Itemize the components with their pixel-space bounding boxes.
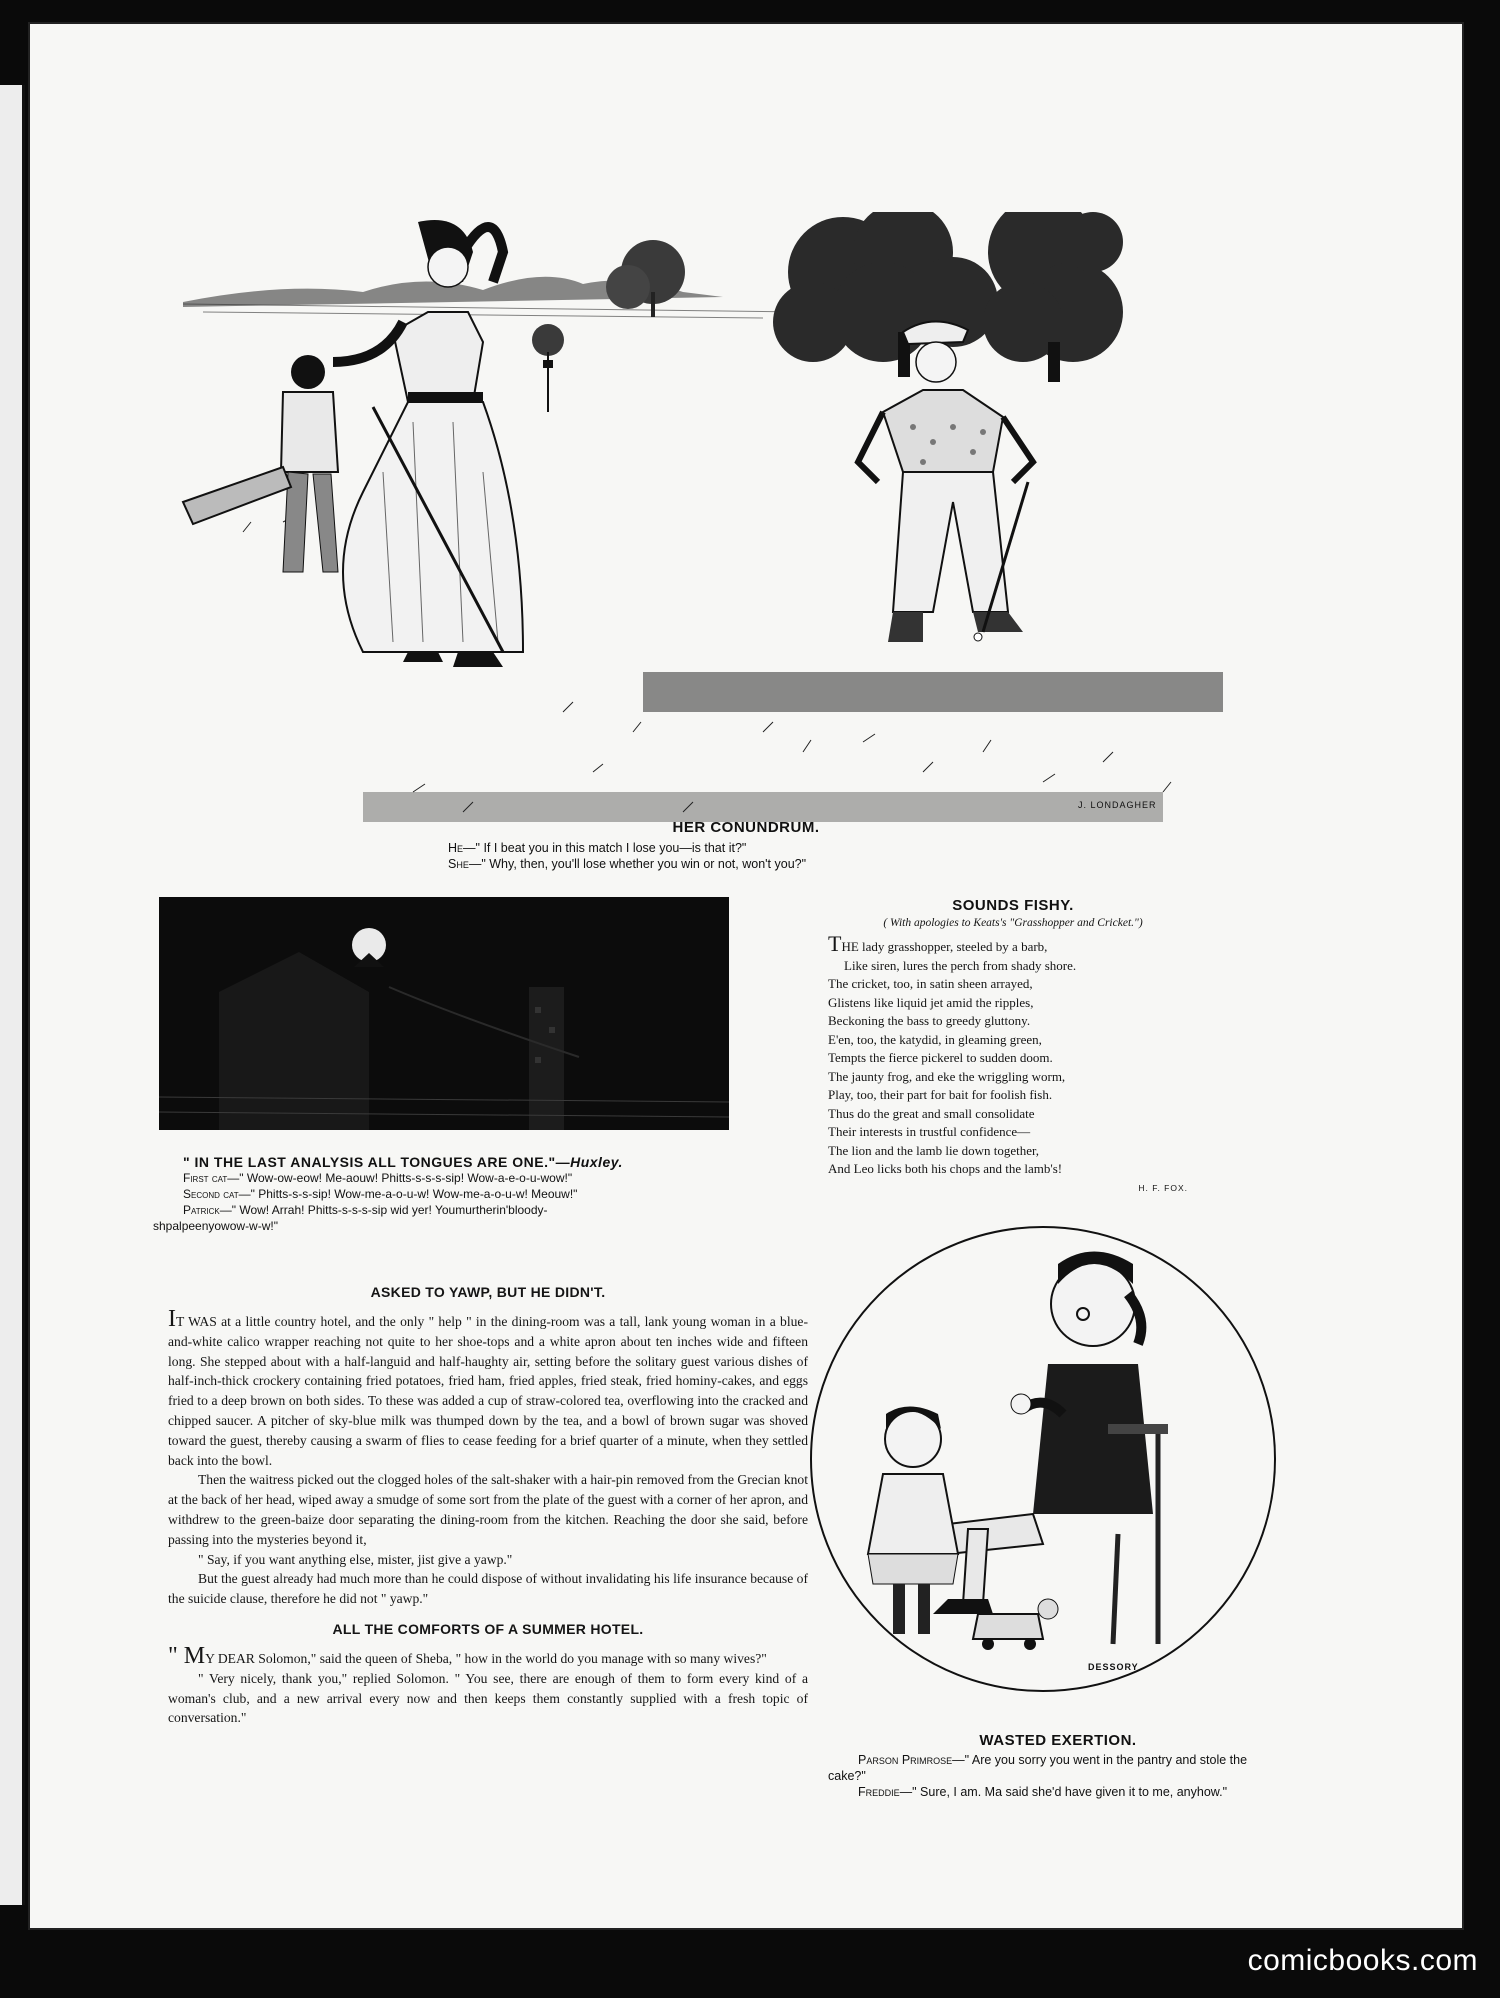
wasted-line-1 [828,1752,1288,1784]
left-page-edge [0,85,25,1905]
poem-sounds-fishy [828,897,1218,1193]
wasted-caption [828,1732,1288,1800]
analysis-caption [153,1154,773,1234]
poem-line [828,931,1218,957]
analysis-title [183,1154,773,1170]
speaker-parson-primrose: Parson Primrose [858,1753,953,1767]
magazine-page [28,22,1464,1930]
poem-line: Beckoning the bass to greedy gluttony. [828,1013,1031,1028]
analysis-line-2-text: —" Phitts-s-s-sip! Wow-me-a-o-u-w! Wow-me-a-o-u-w! Meouw!" [238,1187,578,1201]
comforts-paragraph-1-text: Y DEAR Solomon," said the queen of Sheba, " how in the world do you manage with so many wives?" [205,1650,767,1666]
poem-line: And Leo licks both his chops and the lamb's! [828,1161,1063,1176]
conundrum-caption [448,840,1048,872]
poem-line: Like siren, lures the perch from shady shore. [844,957,1077,973]
analysis-attribution: Huxley. [570,1154,623,1170]
analysis-line-3-text: —" Wow! Arrah! Phitts-s-s-s-sip wid yer! Youmurtherin'bloody- [219,1203,548,1217]
poem-line: Play, too, their part for bait for foolish fish. [828,1087,1053,1102]
comforts-title: ALL THE COMFORTS OF A SUMMER HOTEL. [332,1620,644,1637]
cartoonist-signature: DESSORY [1088,1662,1139,1672]
wasted-title: WASTED EXERTION. [979,1732,1137,1749]
poem-line: The jaunty frog, and eke the wriggling worm, [828,1068,1066,1084]
poem-line: The cricket, too, in satin sheen arrayed, [828,976,1033,991]
yawp-paragraph-1 [168,1306,808,1470]
poem-title: SOUNDS FISHY. [952,897,1074,914]
yawp-paragraph-1-text: T WAS at a little country hotel, and the only " help " in the dining-room was a tall, lank young woman in a blue-and-white calico wrapper reaching not quite to her shoe-tops and a white apron about ten inches wide and fifteen long. She stepped about with a half-languid and half-haughty air, setting before the solitary guest various dishes of half-inch-thick crockery containing fried potatoes, fried ham, fried apples, fried steak, fried hominy-cakes, and eggs fried to a deep brown on both sides. To these was added a cup of straw-colored tea, overflowing into the cracked and chipped saucer. A pitcher of sky-blue milk was thumped down by the tea, and a bowl of brown sugar was shoved toward the guest, thereby causing a swarm of flies to cease feeding for a brief quarter of a minute, when they settled back into the bowl. [168,1314,808,1468]
site-watermark: comicbooks.com [1247,1944,1478,1977]
poem-subtitle: ( With apologies to Keats's "Grasshopper and Cricket.") [883,917,1143,929]
night-cats-illustration [159,897,729,1130]
conundrum-title: HER CONUNDRUM. [672,819,820,836]
speaker-freddie: Freddie [858,1785,900,1799]
speaker-she: She [448,857,469,871]
analysis-title-text: " IN THE LAST ANALYSIS ALL TONGUES ARE ONE."— [183,1154,571,1170]
analysis-line-1-text: —" Wow-ow-eow! Me-aouw! Phitts-s-s-s-sip! Wow-a-e-o-u-wow!" [227,1171,573,1185]
speaker-first-cat: First cat [183,1171,228,1185]
yawp-paragraph-4: But the guest already had much more than he could dispose of without invalidating his life insurance because of the suicide clause, therefore he did not " yawp." [168,1571,808,1607]
comforts-paragraph-1 [168,1642,808,1669]
analysis-line-1 [183,1170,773,1186]
conundrum-line-2 [448,856,1048,872]
poem-line: Glistens like liquid jet amid the ripples, [828,994,1034,1010]
illustrator-signature: J. LONDAGHER [1078,800,1157,810]
wasted-line-1-text: —" Are you sorry you went in the pantry and stole the cake?" [828,1753,1248,1783]
speaker-second-cat: Second cat [183,1187,239,1201]
yawp-paragraph-2: Then the waitress picked out the clogged holes of the salt-shaker with a hair-pin removed from the Grecian knot at the back of her head, wiped away a smudge of some sort from the plate of the guest with a corner of her apron, and withdrew to the green-baize door separating the dining-room from the kitchen. Reaching the door she said, before passing into the mysteries beyond it, [168,1472,808,1547]
yawp-title: ASKED TO YAWP, BUT HE DIDN'T. [370,1284,606,1300]
poem-line: The lion and the lamb lie down together, [828,1142,1040,1158]
poem-line: Tempts the fierce pickerel to sudden doom. [828,1050,1053,1065]
parson-child-illustration [808,1224,1278,1694]
poem-drop-cap: T [828,931,842,956]
poem-line: Thus do the great and small consolidate [828,1105,1035,1121]
conundrum-line-1 [448,840,1048,856]
yawp-paragraph-3: " Say, if you want anything else, mister, jist give a yawp." [198,1551,513,1567]
analysis-line-4: shpalpeenyowow-w-w!" [153,1219,278,1233]
speaker-he: He [448,841,464,855]
conundrum-line-1-text: —" If I beat you in this match I lose you—is that it?" [463,841,747,855]
analysis-line-3 [183,1202,773,1218]
conundrum-line-2-text: —" Why, then, you'll lose whether you win or not, won't you?" [468,857,807,871]
golf-illustration [163,212,1293,852]
wasted-line-2 [828,1784,1288,1800]
poem-author: H. F. FOX. [1138,1182,1188,1193]
wasted-line-2-text: —" Sure, I am. Ma said she'd have given it to me, anyhow." [899,1785,1228,1799]
speaker-patrick: Patrick [183,1203,220,1217]
yawp-drop-cap: I [168,1306,176,1332]
poem-line-text: HE lady grasshopper, steeled by a barb, [841,939,1048,954]
analysis-line-2 [183,1186,773,1202]
article-column [168,1284,808,1728]
poem-line: E'en, too, the katydid, in gleaming green, [828,1031,1042,1047]
comforts-drop-cap: " M [168,1642,206,1669]
poem-line: Their interests in trustful confidence— [828,1124,1031,1139]
comforts-paragraph-2: " Very nicely, thank you," replied Solomon. " You see, there are enough of them to form every kind of a woman's club, and a new arrival every now and then keeps them constantly supplied with a fresh topic of conversation." [168,1670,808,1726]
